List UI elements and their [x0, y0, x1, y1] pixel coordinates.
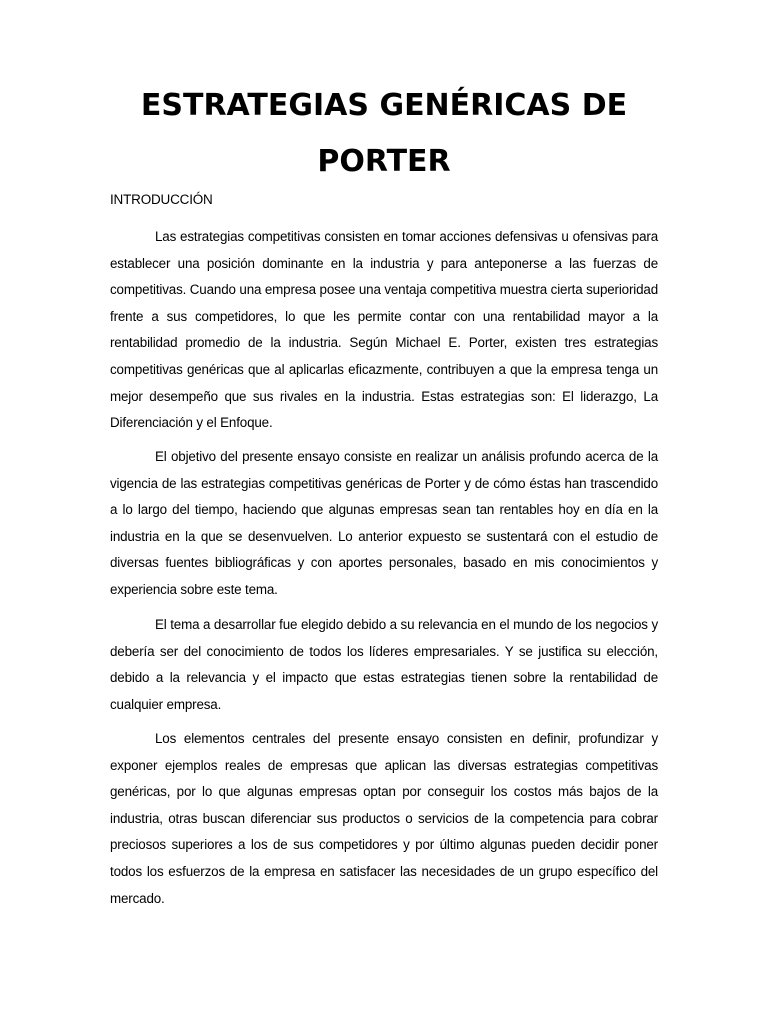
paragraph: Los elementos centrales del presente ensayo consisten en definir, profundizar y exponer ejemplos reales de empresas que aplican las diversas estrategias competitivas genéricas, por lo que algunas empresas optan por conseguir los costos más bajos de la industria, otras buscan diferenciar sus productos o servicios de la competencia para cobrar preciosos superiores a los de sus competidores y por último algunas pueden decidir poner todos los esfuerzos de la empresa en satisfacer las necesidades de un grupo específico del mercado. [110, 731, 658, 906]
document-title: ESTRATEGIAS GENÉRICAS DE PORTER [140, 88, 628, 179]
paragraph: El tema a desarrollar fue elegido debido a su relevancia en el mundo de los negocios y debería ser del conocimiento de todos los líderes empresariales. Y se justifica su elección, debido a la relevancia y el impacto que estas estrategias tienen sobre la rentabilidad de cualquier empresa. [110, 617, 658, 712]
document-body [110, 224, 658, 920]
section-heading: INTRODUCCIÓN [110, 192, 213, 207]
paragraph: El objetivo del presente ensayo consiste en realizar un análisis profundo acerca de la vigencia de las estrategias competitivas genéricas de Porter y de cómo éstas han trascendido a lo largo del tiempo, haciendo que algunas empresas sean tan rentables hoy en día en la industria en la que se desenvuelven. Lo anterior expuesto se sustentará con el estudio de diversas fuentes bibliográficas y con aportes personales, basado en mis conocimientos y experiencia sobre este tema. [110, 449, 658, 597]
paragraph: Las estrategias competitivas consisten en tomar acciones defensivas u ofensivas para establecer una posición dominante en la industria y para anteponerse a las fuerzas de competitivas. Cuando una empresa posee una ventaja competitiva muestra cierta superioridad frente a sus competidores, lo que les permite contar con una rentabilidad mayor a la rentabilidad promedio de la industria. Según Michael E. Porter, existen tres estrategias competitivas genéricas que al aplicarlas eficazmente, contribuyen a que la empresa tenga un mejor desempeño que sus rivales en la industria. Estas estrategias son: El liderazgo, La Diferenciación y el Enfoque. [110, 229, 658, 431]
